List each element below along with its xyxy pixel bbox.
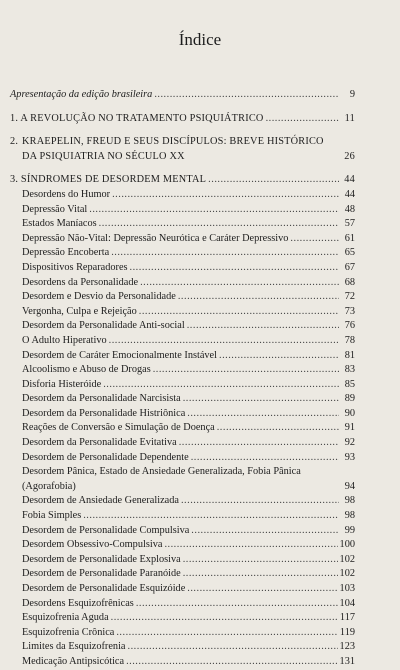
toc-subentries-continued (10, 494, 355, 669)
toc-page: 92 (344, 437, 355, 449)
toc-label: Medicação Antipsicótica (22, 655, 125, 667)
toc-label: Estados Maníacos (22, 218, 97, 230)
toc-page: 89 (344, 393, 355, 405)
dot-leader (99, 217, 339, 232)
toc-label: Vergonha, Culpa e Rejeição (22, 305, 137, 317)
toc-page: 72 (344, 291, 355, 303)
dot-leader (111, 246, 339, 261)
toc-subentries (10, 188, 355, 465)
toc-entry (10, 655, 355, 670)
toc-page: 117 (339, 612, 355, 624)
toc-entry (10, 494, 355, 509)
toc-label: Depressão Não-Vital: Depressão Neurótica e Caráter Depressivo (22, 232, 289, 244)
dot-leader (136, 597, 338, 612)
toc-label: Desordem de Personalidade Compulsiva (22, 524, 190, 536)
toc-chapter-1 (10, 112, 355, 127)
dot-leader (179, 436, 339, 451)
toc-label: Desordens do Humor (22, 188, 111, 200)
toc-entry (10, 305, 355, 320)
toc-label: Desordem da Personalidade Narcisista (22, 393, 181, 405)
toc-entry (10, 407, 355, 422)
toc-entry (10, 392, 355, 407)
toc-entry (10, 538, 355, 553)
toc-label: Desordem da Personalidade Histriônica (22, 407, 186, 419)
toc-entry (10, 582, 355, 597)
toc-page: 85 (344, 378, 355, 390)
toc-label: Dispositivos Reparadores (22, 261, 128, 273)
toc-entry (10, 378, 355, 393)
dot-leader (126, 655, 337, 670)
toc-label: Desordem de Personalidade Dependente (22, 451, 189, 463)
dot-leader (183, 392, 339, 407)
dot-leader (217, 421, 339, 436)
toc-label-line1: KRAEPELIN, FREUD E SEUS DISCÍPULOS: BREVE HISTÓRICO (22, 136, 324, 148)
toc-page: 44 (344, 188, 355, 200)
dot-leader (187, 319, 339, 334)
dot-leader (183, 553, 338, 568)
toc-page: 26 (344, 150, 355, 162)
toc-page: 90 (344, 407, 355, 419)
dot-leader (103, 378, 339, 393)
toc-label: Desordens da Personalidade (22, 276, 139, 288)
toc-label: Depressão Encoberta (22, 247, 110, 259)
toc-entry (10, 611, 355, 626)
toc-label: Desordem Obsessivo-Compulsiva (22, 539, 163, 551)
toc-page: 67 (344, 261, 355, 273)
toc-page: 99 (344, 524, 355, 536)
toc-entry (10, 509, 355, 524)
toc-entry (10, 436, 355, 451)
toc-label: Desordens Esquizofrênicas (22, 597, 134, 609)
dot-leader (83, 509, 339, 524)
toc-entry (10, 334, 355, 349)
dot-leader (266, 112, 339, 127)
toc-page: 102 (339, 568, 355, 580)
toc-label-line2: DA PSIQUIATRIA NO SÉCULO XX (22, 150, 185, 162)
toc-page: 61 (344, 232, 355, 244)
toc-page: 83 (344, 364, 355, 376)
dot-leader (290, 232, 339, 247)
toc-label: Alcoolismo e Abuso de Drogas (22, 364, 151, 376)
toc-page: 91 (344, 422, 355, 434)
toc-label: Fobia Simples (22, 510, 82, 522)
toc-entry (10, 349, 355, 364)
dot-leader (130, 261, 339, 276)
dot-leader (153, 363, 339, 378)
dot-leader (187, 582, 337, 597)
toc-label: Desordem de Personalidade Explosiva (22, 553, 181, 565)
toc-entry (10, 421, 355, 436)
dot-leader (191, 451, 339, 466)
dot-leader (109, 334, 339, 349)
toc-label: Disforia Histeróide (22, 378, 102, 390)
dot-leader (181, 494, 339, 509)
toc-page: 102 (339, 553, 355, 565)
toc-entry (10, 217, 355, 232)
dot-leader (111, 611, 338, 626)
toc-label: O Adulto Hiperativo (22, 334, 107, 346)
toc-entry (10, 626, 355, 641)
toc-page: 78 (344, 334, 355, 346)
dot-leader (208, 173, 339, 188)
toc-page: 100 (339, 539, 355, 551)
toc-entry (10, 451, 355, 466)
dot-leader (140, 276, 339, 291)
toc-label: Desordem da Personalidade Anti-social (22, 320, 185, 332)
page-title: Índice (178, 30, 222, 49)
toc-label: Apresentação da edição brasileira (10, 89, 153, 100)
toc-page: 98 (344, 510, 355, 522)
toc-page: 44 (344, 174, 355, 186)
toc-page: 104 (339, 597, 355, 609)
toc-entry (10, 232, 355, 247)
toc-page: 9 (349, 89, 355, 100)
dot-leader (191, 524, 339, 539)
table-of-contents (10, 88, 355, 670)
toc-page: 48 (344, 203, 355, 215)
toc-page: 68 (344, 276, 355, 288)
toc-label: 1. A REVOLUÇÃO NO TRATAMENTO PSIQUIÁTRICO (10, 112, 264, 124)
toc-page: 103 (339, 583, 355, 594)
toc-page: 73 (344, 305, 355, 317)
toc-label: Desordem de Caráter Emocionalmente Instável (22, 349, 217, 361)
dot-leader (178, 290, 339, 305)
toc-page: 11 (344, 112, 355, 124)
toc-page: 119 (339, 626, 355, 638)
toc-entry (10, 203, 355, 218)
dot-leader (187, 407, 339, 422)
toc-entry (10, 261, 355, 276)
toc-label: Depressão Vital (22, 203, 88, 215)
toc-chapter-3 (10, 173, 355, 188)
toc-label: Desordem da Personalidade Evitativa (22, 437, 177, 449)
toc-entry (10, 363, 355, 378)
toc-label: Desordem de Personalidade Paranóide (22, 568, 181, 580)
toc-label: Reações de Conversão e Simulação de Doença (22, 422, 215, 434)
toc-front-entry (10, 88, 355, 103)
toc-page: 65 (344, 247, 355, 259)
toc-entry (10, 188, 355, 203)
toc-label: Desordem de Personalidade Esquizóide (22, 583, 186, 594)
toc-entry (10, 276, 355, 291)
toc-entry (10, 567, 355, 582)
toc-entry (10, 319, 355, 334)
toc-label: Desordem e Desvio da Personalidade (22, 291, 176, 303)
dot-leader (219, 349, 339, 364)
toc-label-line1: Desordem Pânica, Estado de Ansiedade Generalizada, Fobia Pânica (22, 466, 301, 478)
toc-page: 131 (339, 655, 355, 667)
toc-chapter-number: 2. (10, 136, 19, 148)
dot-leader (183, 567, 338, 582)
dot-leader (154, 88, 339, 103)
toc-label: 3. SÍNDROMES DE DESORDEM MENTAL (10, 174, 207, 186)
toc-label: Esquizofrenia Crônica (22, 626, 115, 638)
toc-page: 81 (344, 349, 355, 361)
toc-page: 123 (339, 641, 355, 653)
toc-entry (10, 246, 355, 261)
dot-leader (164, 538, 337, 553)
toc-page: 57 (344, 218, 355, 230)
toc-page: 93 (344, 451, 355, 463)
toc-entry-wrapped (10, 465, 355, 494)
dot-leader (89, 203, 339, 218)
toc-label: Desordem de Ansiedade Generalizada (22, 495, 179, 507)
toc-label: Limites da Esquizofrenia (22, 641, 126, 653)
toc-entry (10, 290, 355, 305)
dot-leader (112, 188, 339, 203)
dot-leader (139, 305, 339, 320)
toc-page: 94 (344, 480, 355, 492)
toc-page: 98 (344, 495, 355, 507)
toc-entry (10, 597, 355, 612)
toc-entry (10, 553, 355, 568)
toc-label: Esquizofrenia Aguda (22, 612, 109, 624)
dot-leader (116, 626, 338, 641)
toc-page: 76 (344, 320, 355, 332)
toc-entry (10, 524, 355, 539)
toc-chapter-2 (10, 135, 355, 164)
toc-label-line2: (Agorafobia) (22, 480, 76, 492)
